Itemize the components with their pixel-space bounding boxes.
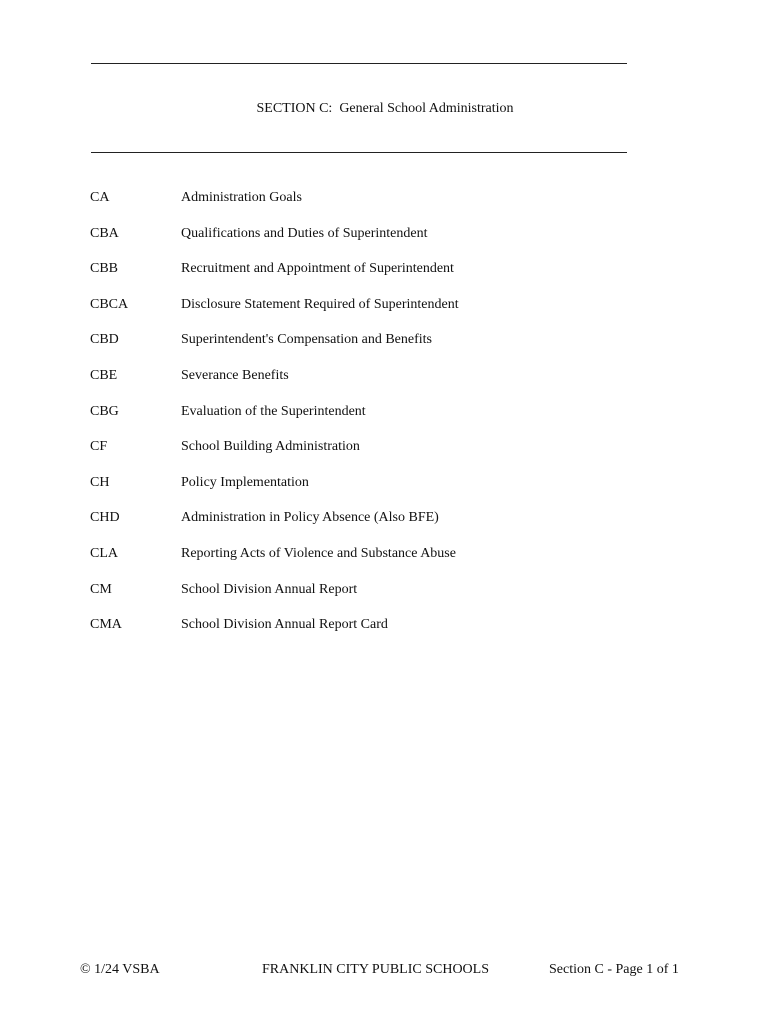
policy-title: Reporting Acts of Violence and Substance Abuse xyxy=(181,545,456,561)
bottom-divider xyxy=(91,152,627,153)
policy-title: Disclosure Statement Required of Superintendent xyxy=(181,296,459,312)
policy-code: CBG xyxy=(90,403,119,419)
section-title-text: SECTION C: General School Administration xyxy=(256,101,514,116)
policy-title: Recruitment and Appointment of Superintendent xyxy=(181,261,454,277)
policy-row-cla xyxy=(90,545,690,581)
policy-row-cbg xyxy=(90,403,690,439)
policy-row-chd xyxy=(90,509,690,545)
policy-title: School Building Administration xyxy=(181,439,360,455)
policy-title: Policy Implementation xyxy=(181,474,309,490)
footer-school-name: FRANKLIN CITY PUBLIC SCHOOLS xyxy=(262,962,490,977)
policy-row-cbd xyxy=(90,331,690,367)
policy-code: CH xyxy=(90,474,110,490)
policy-title: School Division Annual Report xyxy=(181,581,358,597)
policy-code: CBCA xyxy=(90,296,129,312)
footer-copyright: © 1/24 VSBA xyxy=(80,962,160,977)
policy-title: Qualifications and Duties of Superintendent xyxy=(181,225,428,241)
policy-title: Superintendent's Compensation and Benefits xyxy=(181,332,432,348)
policy-title: Severance Benefits xyxy=(181,367,289,383)
policy-code: CBB xyxy=(90,261,119,277)
policy-row-cm xyxy=(90,581,690,617)
policy-row-cma xyxy=(90,616,690,652)
policy-code: CBE xyxy=(90,367,118,383)
policy-row-cf xyxy=(90,438,690,474)
top-divider xyxy=(91,63,627,64)
policy-row-ch xyxy=(90,474,690,510)
section-title xyxy=(0,100,770,118)
policy-list xyxy=(90,189,690,652)
policy-row-cbb xyxy=(90,260,690,296)
policy-title: Administration in Policy Absence (Also BFE) xyxy=(181,510,439,526)
policy-row-ca xyxy=(90,189,690,225)
policy-title: Evaluation of the Superintendent xyxy=(181,403,366,419)
page-footer xyxy=(0,961,770,979)
policy-code: CA xyxy=(90,190,110,205)
policy-code: CM xyxy=(90,581,112,597)
policy-row-cba xyxy=(90,225,690,261)
policy-row-cbe xyxy=(90,367,690,403)
policy-code: CF xyxy=(90,439,108,455)
policy-row-cbca xyxy=(90,296,690,332)
policy-code: CLA xyxy=(90,545,118,561)
policy-code: CMA xyxy=(90,617,122,633)
footer-page-number: Section C - Page 1 of 1 xyxy=(549,962,679,977)
policy-title: School Division Annual Report Card xyxy=(181,617,388,633)
policy-code: CBD xyxy=(90,332,119,348)
policy-code: CBA xyxy=(90,225,119,241)
policy-code: CHD xyxy=(90,510,120,526)
policy-title: Administration Goals xyxy=(181,190,302,205)
